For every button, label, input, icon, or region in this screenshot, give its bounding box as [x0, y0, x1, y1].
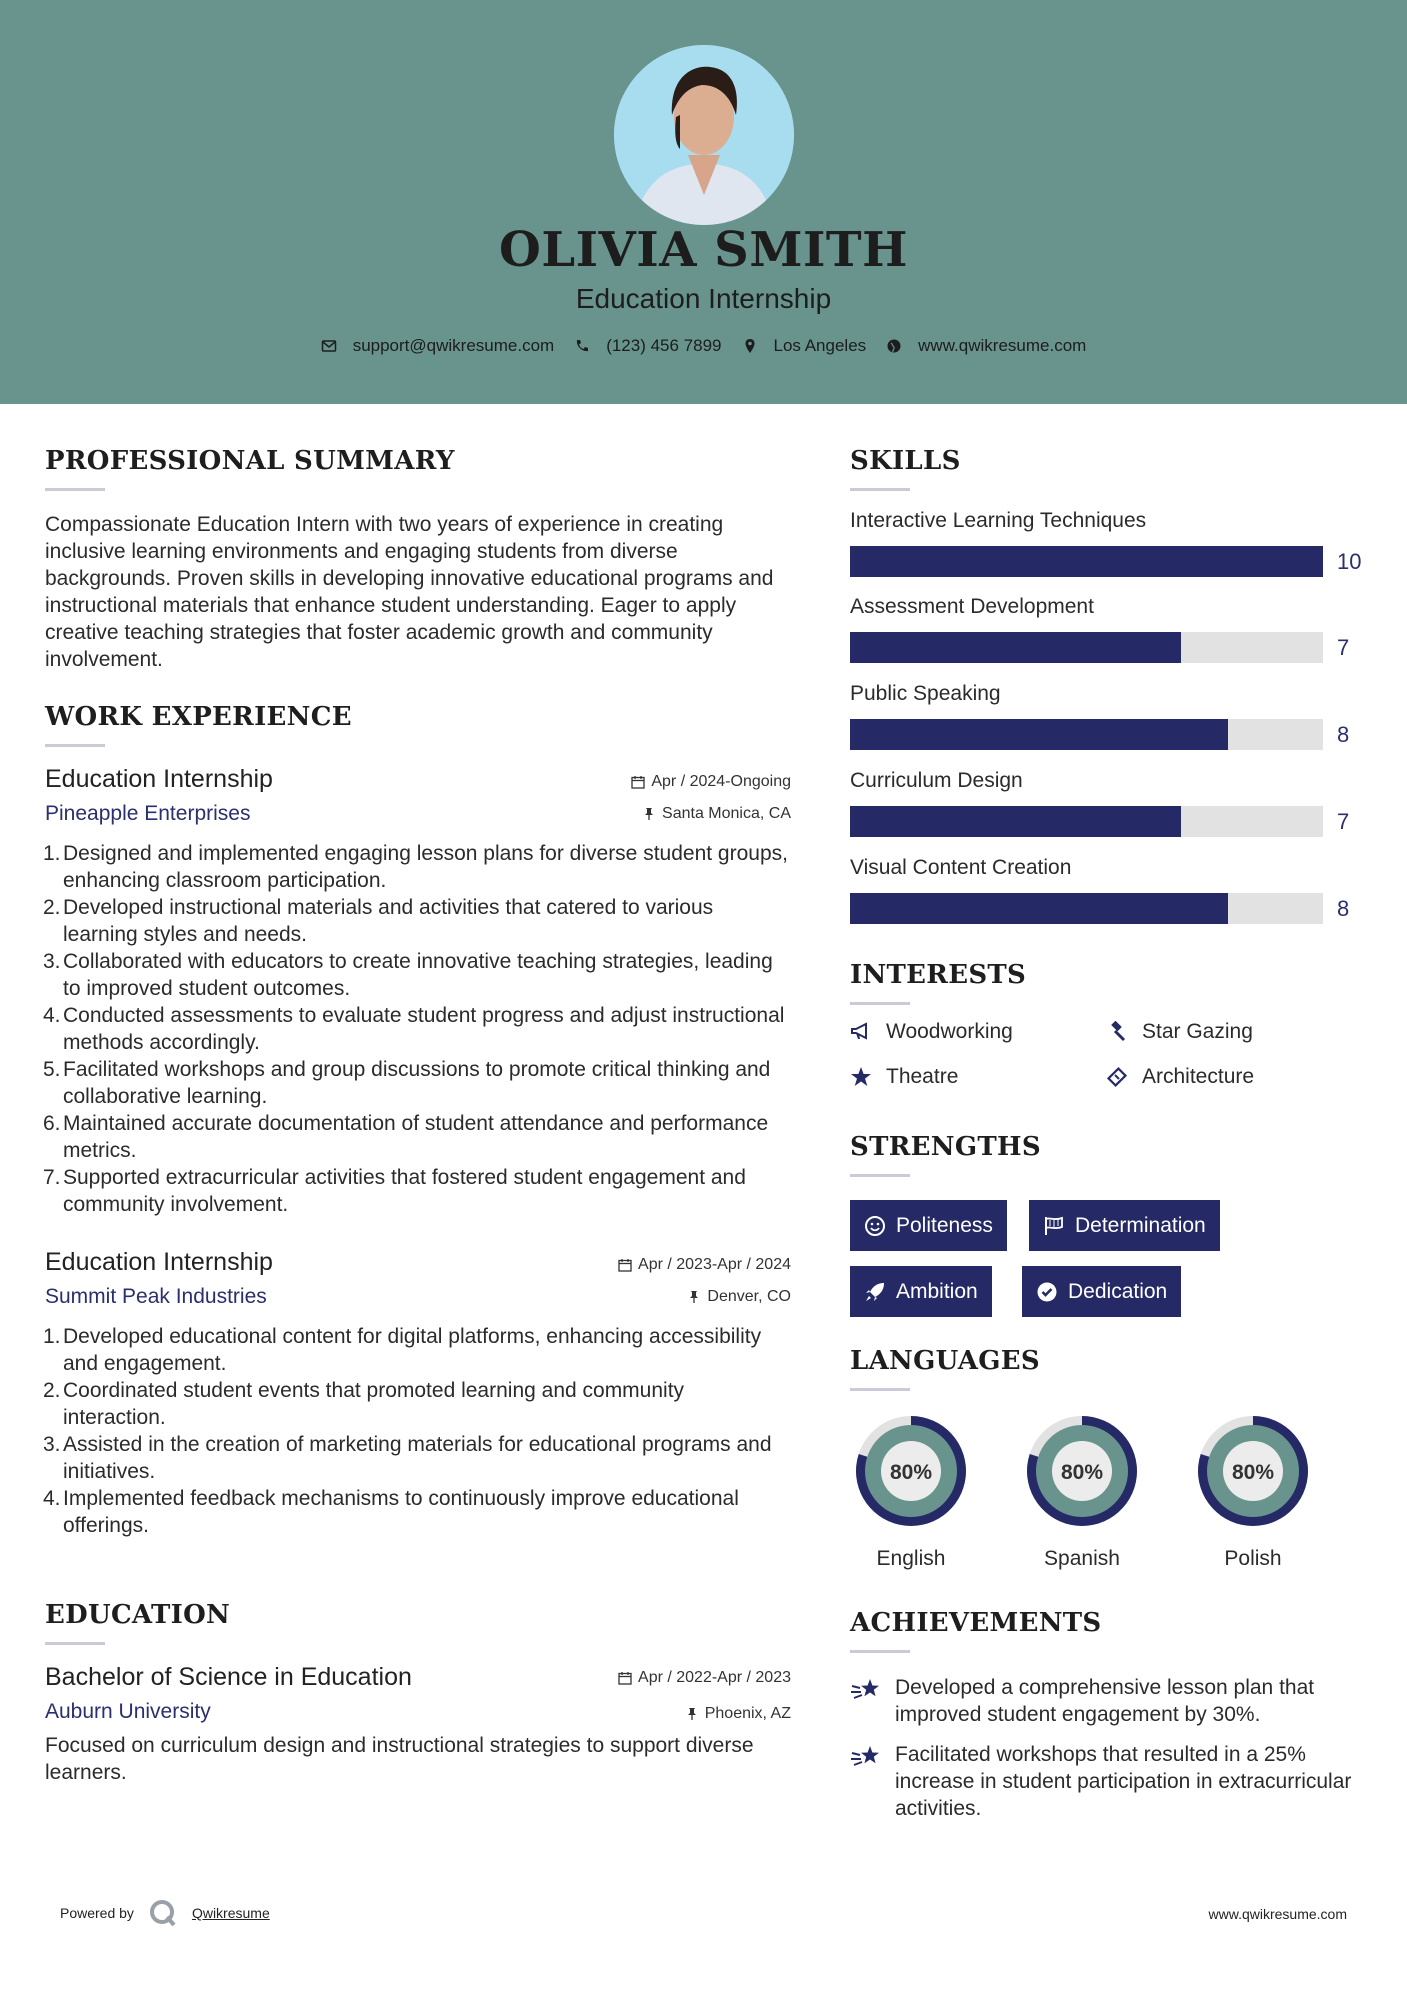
skill-bar-fill — [850, 806, 1181, 837]
strength-chip — [850, 1266, 992, 1317]
achievements-title: ACHIEVEMENTS — [850, 1608, 1102, 1638]
skill-value: 8 — [1337, 896, 1350, 921]
divider — [850, 1002, 910, 1005]
list-item: 2. Coordinated student events that promoted learning and community interaction. — [43, 1379, 685, 1429]
skills-list — [850, 509, 1370, 943]
achievement-item — [850, 1741, 1370, 1822]
languages-section — [850, 1346, 1370, 1576]
interest-label: Star Gazing — [1142, 1020, 1253, 1043]
skill-item — [850, 682, 1370, 769]
summary-text: Compassionate Education Intern with two years of experience in creating inclusive learning environments and engaging students from diverse backgrounds. Proven skills in developing innovative educational programs and instructional materials that enhance student understanding. Eager to apply creative teaching strategies that foster academic growth and community involvement. — [45, 513, 774, 671]
strengths-section — [850, 1132, 1370, 1362]
divider — [850, 1174, 910, 1177]
education-location-text: Phoenix, AZ — [704, 1705, 791, 1722]
job-company: Pineapple Enterprises — [45, 802, 251, 825]
skill-label: Public Speaking — [850, 682, 1001, 705]
job-location — [642, 805, 791, 823]
divider — [45, 1642, 105, 1645]
avatar — [614, 45, 794, 225]
skills-title: SKILLS — [850, 446, 961, 476]
job-location — [687, 1288, 791, 1306]
language-percent: 80% — [889, 1461, 933, 1484]
language-ring — [1192, 1410, 1314, 1532]
strength-label: Determination — [1075, 1213, 1206, 1237]
skill-item — [850, 595, 1370, 682]
globe-icon — [886, 338, 902, 354]
list-item: 7. Supported extracurricular activities that fostered student engagement and community involvement. — [43, 1166, 746, 1216]
language-percent: 80% — [1060, 1461, 1104, 1484]
qwikresume-logo-icon — [148, 1898, 178, 1928]
ticket-icon — [1106, 1066, 1128, 1088]
job-location-text: Santa Monica, CA — [662, 805, 791, 822]
skill-bar — [850, 546, 1362, 577]
divider — [850, 488, 910, 491]
skill-item — [850, 509, 1370, 595]
shooting-star-icon — [850, 1743, 882, 1771]
list-item: 3. Assisted in the creation of marketing materials for educational programs and initiatives. — [43, 1433, 772, 1483]
shooting-star-icon — [850, 1676, 882, 1704]
skill-value: 8 — [1337, 722, 1350, 747]
skill-bar-fill — [850, 719, 1228, 750]
contact-phone[interactable] — [574, 336, 721, 356]
list-item: 1. Developed educational content for digital platforms, enhancing accessibility and engagement. — [43, 1325, 762, 1375]
envelope-icon — [321, 338, 337, 354]
job-dates-text: Apr / 2023-Apr / 2024 — [638, 1256, 791, 1273]
achievements-section — [850, 1608, 1370, 1868]
check-circle-icon — [1036, 1281, 1058, 1303]
candidate-name: OLIVIA SMITH — [499, 222, 908, 278]
calendar-icon — [631, 775, 645, 789]
job-title: Education Internship — [45, 1248, 273, 1276]
strength-label: Dedication — [1068, 1279, 1168, 1303]
job-company: Summit Peak Industries — [45, 1285, 267, 1308]
list-item: 6. Maintained accurate documentation of student attendance and performance metrics. — [43, 1112, 769, 1162]
skill-bar — [850, 632, 1350, 663]
megaphone-icon — [850, 1021, 872, 1043]
strength-label: Politeness — [896, 1213, 993, 1237]
strength-chip — [1029, 1200, 1220, 1251]
contact-website-text: www.qwikresume.com — [918, 336, 1087, 355]
candidate-role: Education Internship — [575, 283, 832, 314]
job-title: Education Internship — [45, 765, 273, 793]
interest-label: Woodworking — [886, 1020, 1013, 1043]
job-bullets — [45, 1323, 791, 1539]
gavel-icon — [1106, 1021, 1128, 1043]
contact-email[interactable] — [321, 336, 555, 356]
flag-icon — [1043, 1215, 1065, 1237]
calendar-icon — [618, 1258, 632, 1272]
map-pin-icon — [742, 338, 758, 354]
skill-item — [850, 856, 1370, 943]
skill-label: Visual Content Creation — [850, 856, 1072, 879]
strength-label: Ambition — [896, 1279, 978, 1303]
job-location-text: Denver, CO — [707, 1288, 791, 1305]
pushpin-icon — [642, 807, 656, 821]
left-column — [43, 446, 791, 1784]
right-column — [850, 446, 1370, 1820]
education-school: Auburn University — [45, 1700, 211, 1723]
skill-label: Curriculum Design — [850, 769, 1023, 792]
interest-item — [850, 1065, 958, 1089]
phone-icon — [574, 338, 590, 354]
skill-value: 7 — [1337, 809, 1350, 834]
summary-section — [45, 446, 791, 673]
list-item: 1. Designed and implemented engaging lesson plans for diverse student groups, enhancing classroom participation. — [43, 842, 788, 892]
powered-by-label: Powered by — [60, 1905, 134, 1921]
divider — [45, 744, 105, 747]
contact-phone-text: (123) 456 7899 — [606, 336, 722, 355]
skill-bar — [850, 893, 1350, 924]
skill-label: Assessment Development — [850, 595, 1094, 618]
job-entry — [45, 765, 791, 1218]
contact-email-text: support@qwikresume.com — [352, 336, 555, 355]
education-text: Focused on curriculum design and instructional strategies to support diverse learners. — [45, 1734, 754, 1784]
language-name: Polish — [1224, 1547, 1282, 1570]
brand-link[interactable]: Qwikresume — [191, 1905, 270, 1921]
footer-website[interactable]: www.qwikresume.com — [1208, 1906, 1347, 1922]
interest-label: Theatre — [886, 1065, 959, 1088]
language-percent: 80% — [1231, 1461, 1275, 1484]
language-ring — [850, 1410, 972, 1532]
language-name: Spanish — [1044, 1547, 1120, 1570]
strength-chip — [850, 1200, 1007, 1251]
divider — [850, 1388, 910, 1391]
job-dates — [618, 1256, 791, 1274]
contact-website[interactable] — [886, 336, 1086, 356]
language-ring — [1021, 1410, 1143, 1532]
skill-bar — [850, 806, 1350, 837]
education-entry — [45, 1663, 791, 1786]
list-item: 4. Conducted assessments to evaluate student progress and adjust instructional methods accordingly. — [43, 1004, 785, 1054]
skill-label: Interactive Learning Techniques — [850, 509, 1147, 532]
job-entry — [45, 1248, 791, 1539]
summary-title: PROFESSIONAL SUMMARY — [45, 446, 455, 476]
list-item: 3. Collaborated with educators to create innovative teaching strategies, leading to improved student outcomes. — [43, 950, 773, 1000]
list-item: 4. Implemented feedback mechanisms to continuously improve educational offerings. — [43, 1487, 739, 1537]
footer-powered — [60, 1898, 270, 1928]
interest-item — [850, 1020, 1013, 1044]
strength-chip — [1022, 1266, 1181, 1317]
job-dates — [631, 773, 791, 791]
star-icon — [850, 1066, 872, 1088]
contact-location — [742, 336, 867, 356]
education-location — [685, 1705, 791, 1723]
languages-title: LANGUAGES — [850, 1346, 1040, 1376]
interests-section — [850, 960, 1370, 1110]
achievement-item — [850, 1674, 1370, 1728]
interest-label: Architecture — [1142, 1065, 1255, 1088]
pushpin-icon — [687, 1290, 701, 1304]
pushpin-icon — [685, 1707, 699, 1721]
skills-section — [850, 446, 1370, 943]
education-dates — [618, 1669, 791, 1687]
interest-item — [1106, 1020, 1253, 1044]
job-dates-text: Apr / 2024-Ongoing — [651, 773, 791, 790]
skill-item — [850, 769, 1370, 856]
job-bullets — [45, 840, 791, 1218]
list-item: 2. Developed instructional materials and activities that catered to various learning styles and needs. — [43, 896, 714, 946]
contact-location-text: Los Angeles — [773, 336, 867, 355]
contact-bar — [0, 336, 1407, 356]
language-item — [1192, 1410, 1314, 1571]
rocket-icon — [864, 1281, 886, 1303]
language-item — [1021, 1410, 1143, 1571]
strengths-title: STRENGTHS — [850, 1132, 1041, 1162]
achievement-text: Developed a comprehensive lesson plan that improved student engagement by 30%. — [895, 1676, 1315, 1726]
education-title: EDUCATION — [45, 1600, 231, 1630]
interests-title: INTERESTS — [850, 960, 1027, 990]
calendar-icon — [618, 1671, 632, 1685]
header — [0, 0, 1407, 404]
language-name: English — [876, 1547, 946, 1570]
skill-bar-fill — [850, 632, 1181, 663]
profile-photo — [614, 45, 794, 225]
skill-bar-fill — [850, 893, 1228, 924]
language-item — [850, 1410, 972, 1571]
divider — [45, 488, 105, 491]
work-title: WORK EXPERIENCE — [45, 702, 352, 732]
education-section — [45, 1600, 791, 1786]
skill-bar — [850, 719, 1350, 750]
interest-item — [1106, 1065, 1254, 1089]
achievement-text: Facilitated workshops that resulted in a 25% increase in student participation in extracurricular activities. — [895, 1743, 1352, 1820]
skill-value: 10 — [1337, 549, 1362, 574]
skill-value: 7 — [1337, 635, 1350, 660]
education-dates-text: Apr / 2022-Apr / 2023 — [638, 1669, 791, 1686]
smile-icon — [864, 1215, 886, 1237]
divider — [850, 1650, 910, 1653]
work-section — [45, 702, 791, 1539]
skill-bar-fill — [850, 546, 1323, 577]
list-item: 5. Facilitated workshops and group discussions to promote critical thinking and collaborative learning. — [43, 1058, 771, 1108]
education-degree: Bachelor of Science in Education — [45, 1663, 412, 1691]
